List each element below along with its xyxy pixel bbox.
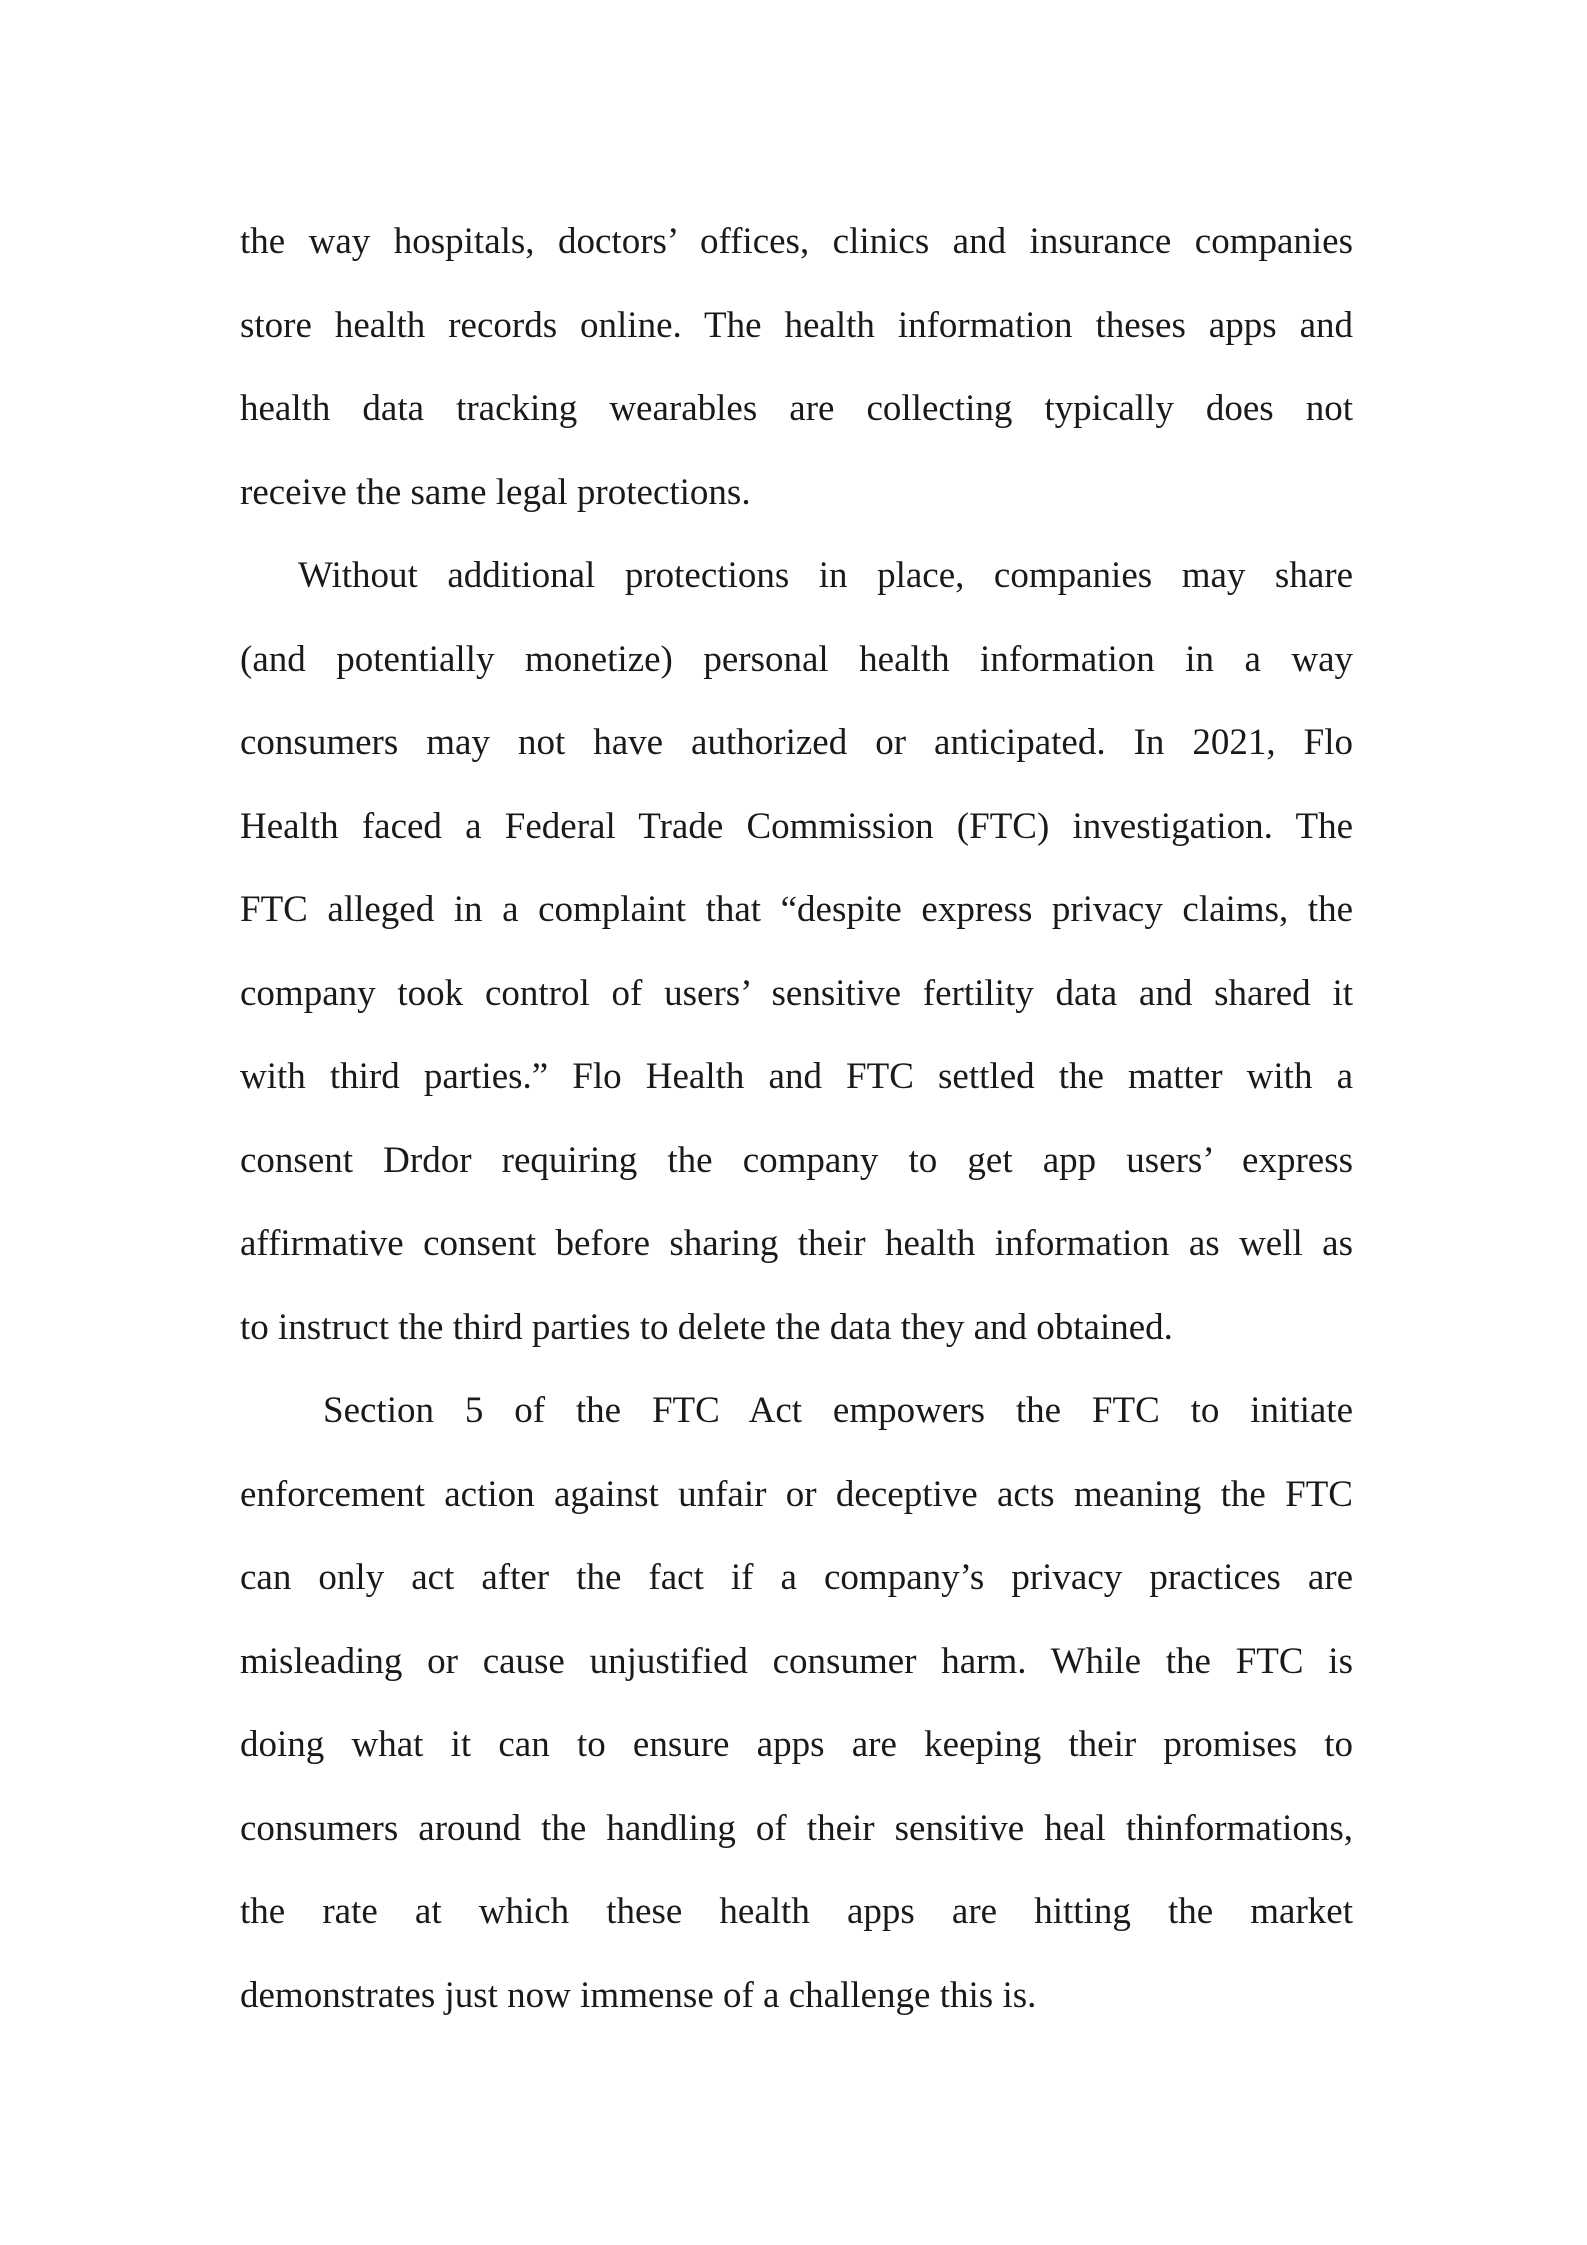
text-line: enforcement action against unfair or deceptive acts meaning the FTC	[240, 1473, 1353, 1515]
text-line: receive the same legal protections.	[240, 471, 751, 513]
text-line: with third parties.” Flo Health and FTC settled the matter with a	[240, 1056, 1353, 1097]
text-line: to instruct the third parties to delete the data they and obtained.	[240, 1306, 1173, 1348]
text-line: the rate at which these health apps are hitting the market	[240, 1891, 1353, 1932]
text-line: FTC alleged in a complaint that “despite express privacy claims, the	[240, 889, 1353, 930]
text-line: consumers may not have authorized or anticipated. In 2021, Flo	[240, 722, 1353, 763]
text-line: affirmative consent before sharing their health information as well as	[240, 1223, 1353, 1264]
text-line: company took control of users’ sensitive fertility data and shared it	[240, 972, 1353, 1014]
text-line: misleading or cause unjustified consumer harm. While the FTC is	[240, 1640, 1353, 1682]
paragraph-3	[240, 1369, 1353, 2037]
paragraph-1	[240, 200, 1353, 534]
paragraph-2	[240, 534, 1353, 1369]
text-line: consent Drdor requiring the company to get app users’ express	[240, 1139, 1353, 1181]
text-line: store health records online. The health information theses apps and	[240, 304, 1353, 346]
text-line: can only act after the fact if a company’s privacy practices are	[240, 1557, 1353, 1598]
text-line: (and potentially monetize) personal health information in a way	[240, 638, 1353, 680]
text-line: doing what it can to ensure apps are keeping their promises to	[240, 1724, 1353, 1765]
text-line: consumers around the handling of their sensitive heal thinformations,	[240, 1807, 1353, 1849]
text-line: Health faced a Federal Trade Commission (FTC) investigation. The	[240, 805, 1353, 847]
text-line: Section 5 of the FTC Act empowers the FTC to initiate	[323, 1390, 1353, 1431]
text-line: demonstrates just now immense of a challenge this is.	[240, 1974, 1037, 2016]
text-line: Without additional protections in place, companies may share	[298, 555, 1353, 596]
text-line: the way hospitals, doctors’ offices, clinics and insurance companies	[240, 221, 1353, 262]
body-text	[240, 200, 1353, 2037]
text-line: health data tracking wearables are collecting typically does not	[240, 388, 1353, 429]
